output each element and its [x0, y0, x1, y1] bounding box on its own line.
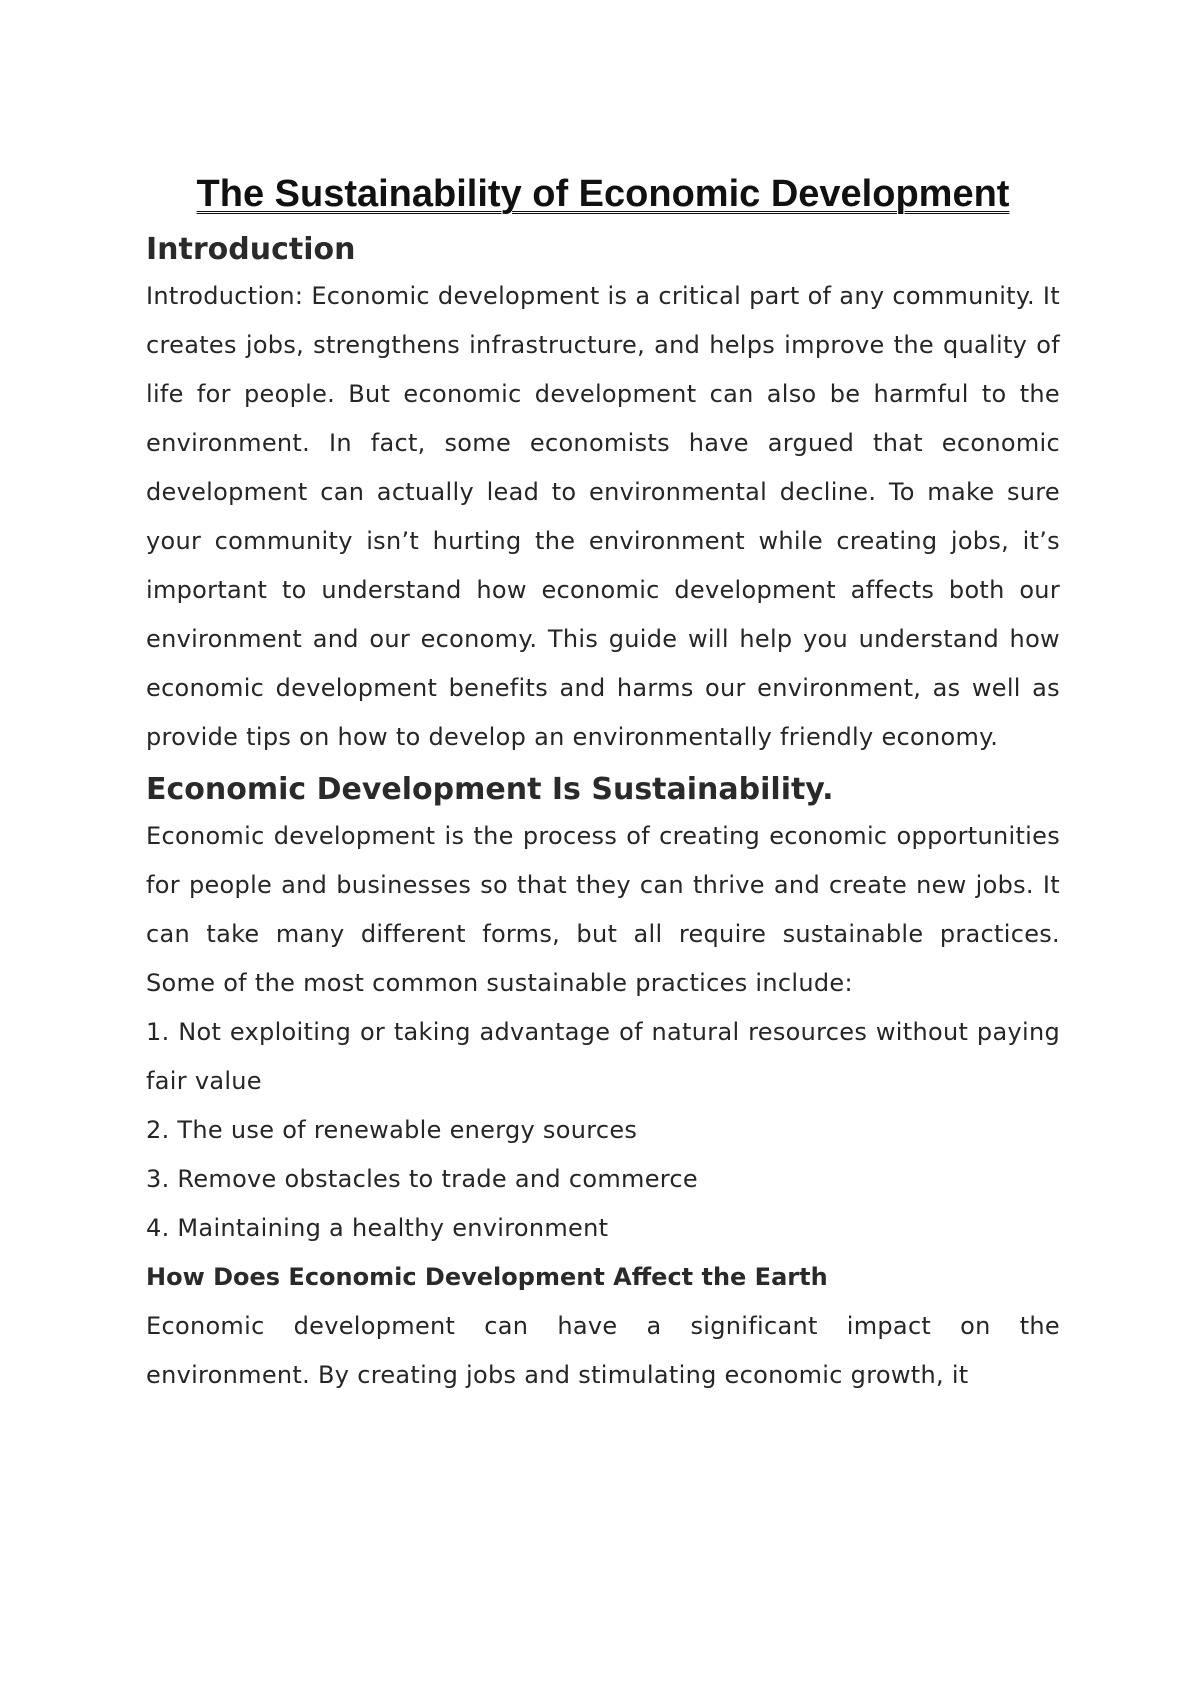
document-body [146, 166, 1060, 1400]
section-heading-introduction: Introduction [146, 232, 356, 267]
introduction-paragraph: Introduction: Economic development is a critical part of any community. It creates jobs, strengthens infrastructure, and helps improve the quality of life for people. But economic development can also be harmful to the environment. In fact, some economists have argued that economic development can actually lead to environmental decline. To make sure your community isn’t hurting the environment while creating jobs, it’s important to understand how economic development affects both our environment and our economy. This guide will help you understand how economic development benefits and harms our environment, as well as provide tips on how to develop an environmentally friendly economy. [146, 282, 1060, 751]
document-title: The Sustainability of Economic Development [196, 173, 1010, 215]
section-heading-sustainability: Economic Development Is Sustainability. [146, 772, 834, 807]
earth-paragraph: Economic development can have a significant impact on the environment. By creating jobs and stimulating economic growth, it [146, 1312, 1060, 1389]
sustainability-paragraph: Economic development is the process of creating economic opportunities for people and businesses so that they can thrive and create new jobs. It can take many different forms, but all require sustainable practices. Some of the most common sustainable practices include: [146, 822, 1060, 997]
section-heading-earth: How Does Economic Development Affect the Earth [146, 1263, 828, 1291]
list-item: 2. The use of renewable energy sources [146, 1116, 638, 1144]
sustainable-practices-list [146, 1008, 1060, 1253]
list-item: 4. Maintaining a healthy environment [146, 1214, 609, 1242]
list-item: 1. Not exploiting or taking advantage of natural resources without paying fair value [146, 1018, 1060, 1095]
list-item: 3. Remove obstacles to trade and commerce [146, 1165, 698, 1193]
